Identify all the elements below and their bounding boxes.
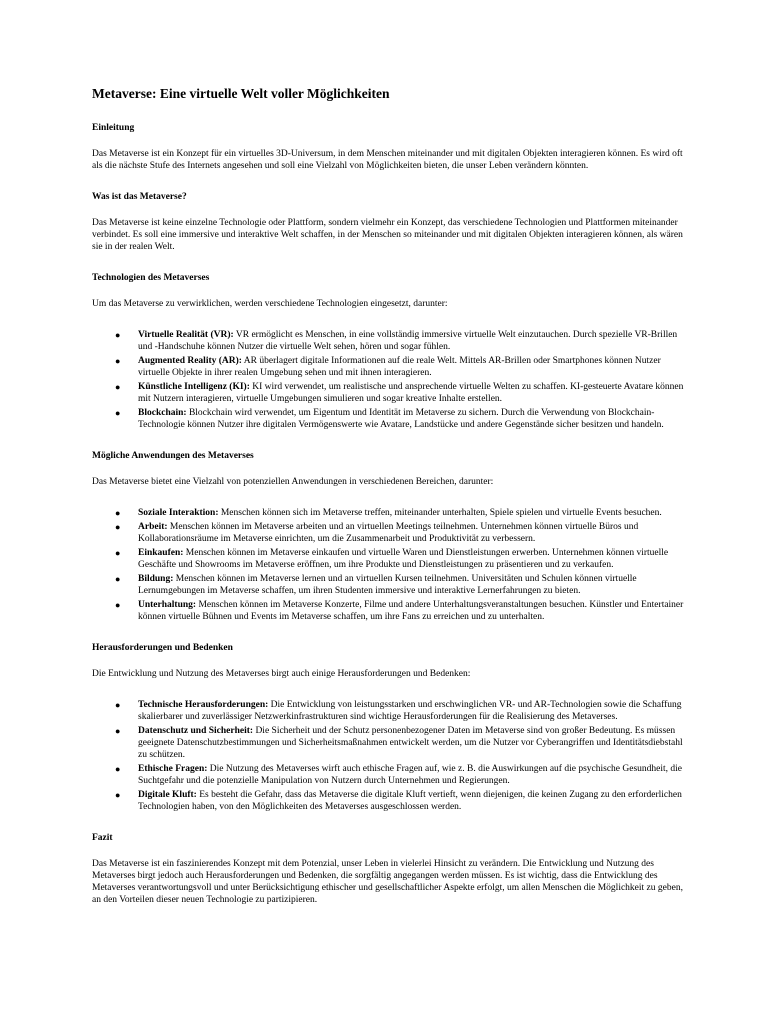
list-item-term: Virtuelle Realität (VR): <box>138 330 234 340</box>
bullet-icon: ● <box>115 356 121 366</box>
list-item-desc: AR überlagert digitale Informationen auf die reale Welt. Mittels AR-Brillen oder Smartphones können Nutzer virtuelle Objekte in ihrer realen Umgebung sehen und mit ihnen interagieren. <box>138 356 661 378</box>
list-item-term: Unterhaltung: <box>138 600 197 610</box>
bullet-icon: ● <box>115 382 121 392</box>
list-item-desc: Menschen können im Metaverse lernen und an virtuellen Kursen teilnehmen. Universitäten und Schulen können virtuelle Lernumgebungen im Metaverse schaffen, um ihren Studenten immersive und interaktive Lernerfahrungen zu bieten. <box>138 574 637 596</box>
bullet-icon: ● <box>115 700 121 710</box>
section-text-anwendungen: Das Metaverse bietet eine Vielzahl von potenziellen Anwendungen in verschiedenen Bereichen, darunter: <box>92 477 494 487</box>
list-item-term: Arbeit: <box>138 522 168 532</box>
bullet-icon: ● <box>115 408 121 418</box>
list-item-desc: Menschen können im Metaverse arbeiten und an virtuellen Meetings teilnehmen. Unternehmen können virtuelle Büros und Kollaborationsräume im Metaverse einrichten, um die Zusammenarbeit und Produktivität zu verbessern. <box>138 522 639 544</box>
list-item <box>92 573 684 597</box>
bullet-icon: ● <box>115 790 121 800</box>
list-item-term: Einkaufen: <box>138 548 184 558</box>
list-item-desc: Menschen können im Metaverse einkaufen und virtuelle Waren und Dienstleistungen erwerben. Unternehmen können virtuelle Geschäfte und Showrooms im Metaverse eröffnen, um ihre Produkte und Dienstleistungen zu präsentieren und zu verkaufen. <box>138 548 669 570</box>
list-item-term: Datenschutz und Sicherheit: <box>138 726 254 736</box>
list-item-term: Augmented Reality (AR): <box>138 356 242 366</box>
list-item-term: Künstliche Intelligenz (KI): <box>138 382 250 392</box>
bullet-icon: ● <box>115 522 121 532</box>
list-item-desc: Blockchain wird verwendet, um Eigentum und Identität im Metaverse zu sichern. Durch die Verwendung von Blockchain-Technologie können Nutzer ihre digitalen Vermögenswerte wie Avatare, Landstücke und andere Gegenstände sicher besitzen und handeln. <box>138 408 664 430</box>
section-heading-technologien: Technologien des Metaverses <box>92 273 210 283</box>
bullet-icon: ● <box>115 508 121 518</box>
herausforderungen-list <box>92 699 684 813</box>
list-item <box>92 789 684 813</box>
bullet-icon: ● <box>115 726 121 736</box>
bullet-icon: ● <box>115 330 121 340</box>
section-heading-herausforderungen: Herausforderungen und Bedenken <box>92 643 233 653</box>
list-item-desc: Die Nutzung des Metaverses wirft auch ethische Fragen auf, wie z. B. die Auswirkungen auf die psychische Gesundheit, die Suchtgefahr und die potenzielle Manipulation von Nutzern durch Unternehmen und Regierungen. <box>138 764 683 786</box>
list-item-desc: Die Entwicklung von leistungsstarken und erschwinglichen VR- und AR-Technologien sowie die Schaffung skalierbarer und zuverlässiger Netzwerkinfrastrukturen sind wichtige Herausforderungen für die Realisierung des Metaverses. <box>138 700 682 722</box>
list-item-desc: Die Sicherheit und der Schutz personenbezogener Daten im Metaverse sind von großer Bedeutung. Es müssen geeignete Datenschutzbestimmungen und Sicherheitsmaßnahmen entwickelt werden, um die Nutzer vor Cyberangriffen und Identitätsdiebstahl zu schützen. <box>138 726 683 760</box>
list-item <box>92 381 684 405</box>
section-text-einleitung: Das Metaverse ist ein Konzept für ein virtuelles 3D-Universum, in dem Menschen miteinander und mit digitalen Objekten interagieren können. Es wird oft als die nächste Stufe des Internets angesehen und soll eine Vielzahl von Möglichkeiten bieten, die unser Leben verändern könnten. <box>92 149 683 171</box>
section-heading-anwendungen: Mögliche Anwendungen des Metaverses <box>92 451 254 461</box>
list-item-desc: Menschen können sich im Metaverse treffen, miteinander unterhalten, Spiele spielen und virtuelle Events besuchen. <box>218 508 662 518</box>
list-item-desc: VR ermöglicht es Menschen, in eine vollständig immersive virtuelle Welt einzutauchen. Durch spezielle VR-Brillen und -Handschuhe können Nutzer die virtuelle Welt sehen, hören und sogar fühlen. <box>138 330 678 352</box>
bullet-icon: ● <box>115 600 121 610</box>
section-text-technologien: Um das Metaverse zu verwirklichen, werden verschiedene Technologien eingesetzt, darunter: <box>92 299 448 309</box>
list-item <box>92 763 684 787</box>
list-item <box>92 355 684 379</box>
list-item-term: Digitale Kluft: <box>138 790 197 800</box>
section-text-was-ist: Das Metaverse ist keine einzelne Technologie oder Plattform, sondern vielmehr ein Konzept, das verschiedene Technologien und Plattformen miteinander verbindet. Es soll eine immersive und interaktive Welt schaffen, in der Menschen so miteinander und mit digitalen Objekten interagieren können, als wären sie in der realen Welt. <box>92 218 683 252</box>
section-text-fazit: Das Metaverse ist ein faszinierendes Konzept mit dem Potenzial, unser Leben in vielerlei Hinsicht zu verändern. Die Entwicklung und Nutzung des Metaverses birgt jedoch auch Herausforderungen und Bedenken, die sorgfältig angegangen werden müssen. Es ist wichtig, dass die Entwicklung des Metaverses verantwortungsvoll und unter Berücksichtigung ethischer und gesellschaftlicher Aspekte erfolgt, um allen Menschen die Möglichkeit zu geben, an den Vorteilen dieser neuen Technologie zu partizipieren. <box>92 859 683 905</box>
list-item-term: Blockchain: <box>138 408 187 418</box>
anwendungen-list <box>92 507 684 623</box>
list-item-term: Bildung: <box>138 574 174 584</box>
list-item <box>92 699 684 723</box>
section-text-herausforderungen: Die Entwicklung und Nutzung des Metaverses birgt auch einige Herausforderungen und Bedenken: <box>92 669 471 679</box>
list-item <box>92 329 684 353</box>
list-item <box>92 507 684 519</box>
document-page <box>92 86 684 925</box>
list-item-desc: Es besteht die Gefahr, dass das Metaverse die digitale Kluft vertieft, wenn diejenigen, die keinen Zugang zu den erforderlichen Technologien haben, von den Möglichkeiten des Metaverses ausgeschlossen werden. <box>138 790 682 812</box>
list-item-term: Technische Herausforderungen: <box>138 700 269 710</box>
section-heading-was-ist: Was ist das Metaverse? <box>92 192 187 202</box>
list-item <box>92 407 684 431</box>
list-item <box>92 547 684 571</box>
list-item <box>92 725 684 761</box>
list-item <box>92 599 684 623</box>
section-heading-einleitung: Einleitung <box>92 123 135 133</box>
document-title: Metaverse: Eine virtuelle Welt voller Möglichkeiten <box>92 86 390 101</box>
bullet-icon: ● <box>115 574 121 584</box>
list-item-desc: Menschen können im Metaverse Konzerte, Filme und andere Unterhaltungsveranstaltungen besuchen. Künstler und Entertainer können virtuelle Bühnen und Events im Metaverse schaffen, um ihre Fans zu erreichen und zu unterhalten. <box>138 600 684 622</box>
list-item-term: Soziale Interaktion: <box>138 508 219 518</box>
list-item-desc: KI wird verwendet, um realistische und ansprechende virtuelle Welten zu schaffen. KI-gesteuerte Avatare können mit Nutzern interagieren, virtuelle Umgebungen simulieren und sogar kreative Inhalte erstellen. <box>138 382 684 404</box>
technologien-list <box>92 329 684 431</box>
list-item <box>92 521 684 545</box>
section-heading-fazit: Fazit <box>92 833 113 843</box>
bullet-icon: ● <box>115 764 121 774</box>
list-item-term: Ethische Fragen: <box>138 764 208 774</box>
bullet-icon: ● <box>115 548 121 558</box>
